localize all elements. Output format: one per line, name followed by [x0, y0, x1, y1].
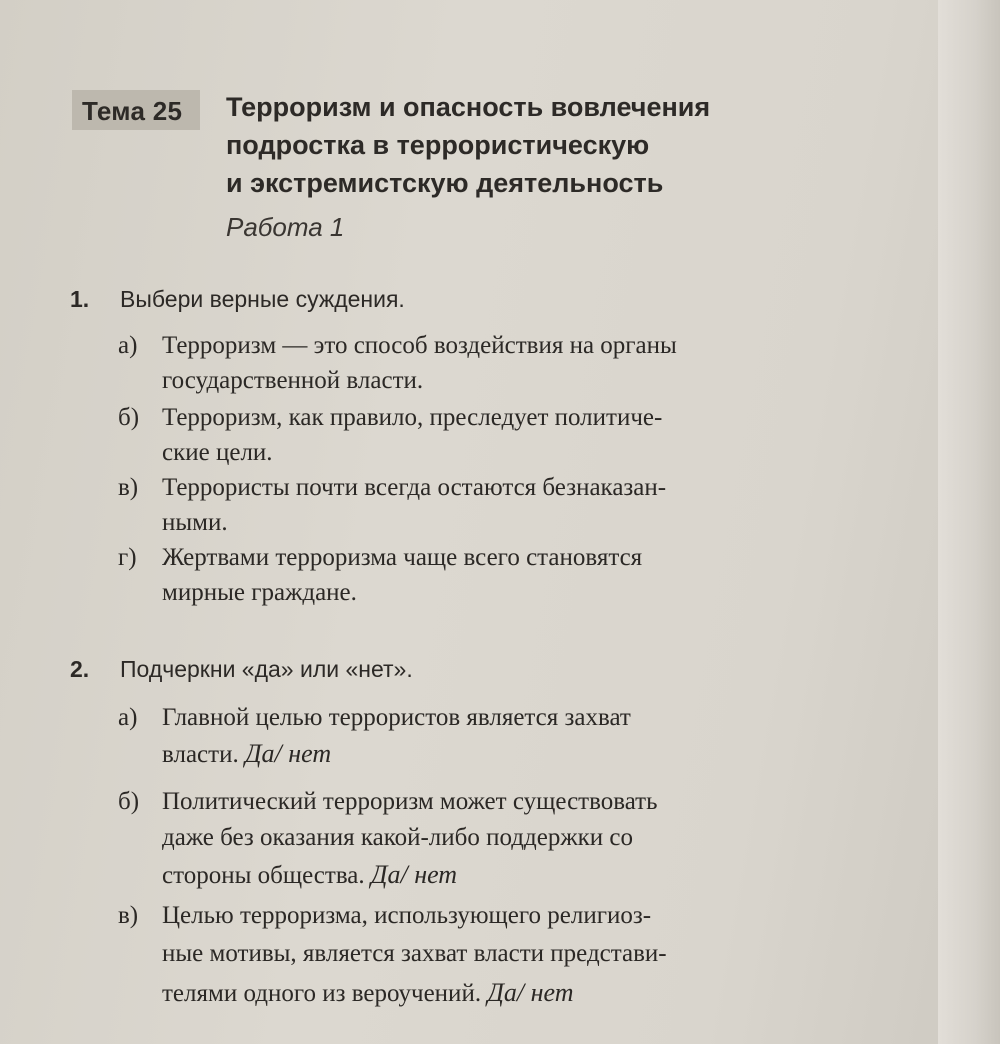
option-marker: а) — [118, 332, 138, 359]
task-2-heading — [70, 656, 413, 683]
statement-text-line — [162, 860, 457, 890]
yes-option[interactable]: Да — [370, 860, 401, 889]
page-edge-shadow — [938, 0, 1000, 1044]
option-text-line: Терроризм, как правило, преследует политиче- — [162, 404, 663, 431]
task-1-heading — [70, 286, 405, 313]
task-1-number: 1. — [70, 286, 90, 312]
option-marker: б) — [118, 404, 140, 431]
choice-separator: / — [516, 978, 525, 1007]
statement-text-line — [162, 978, 573, 1008]
statement-text-line: Целью терроризма, использующего религиоз- — [162, 902, 652, 929]
yes-no-choice[interactable] — [371, 860, 457, 889]
topic-title — [226, 88, 786, 202]
yes-no-choice[interactable] — [487, 978, 573, 1007]
topic-title-line: подростка в террористическую — [226, 130, 650, 160]
yes-option[interactable]: Да — [244, 739, 275, 768]
no-option[interactable]: нет — [288, 739, 332, 768]
option-text-line: ными. — [162, 509, 228, 536]
option-marker: г) — [118, 544, 137, 571]
statement-text-line: даже без оказания какой-либо поддержки со — [162, 824, 633, 851]
topic-title-line: Терроризм и опасность вовлечения — [226, 92, 711, 122]
statement-text: телями одного из вероучений. — [162, 980, 482, 1007]
statement-text-line: ные мотивы, является захват власти представи- — [162, 940, 667, 967]
statement-marker: а) — [118, 704, 138, 731]
statement-marker: в) — [118, 902, 139, 929]
no-option[interactable]: нет — [530, 978, 574, 1007]
option-text-line: Террористы почти всегда остаются безнаказан- — [162, 474, 667, 501]
option-text-line: мирные граждане. — [162, 579, 357, 606]
task-1-instruction: Выбери верные суждения. — [120, 286, 405, 312]
yes-option[interactable]: Да — [487, 978, 517, 1007]
task-2-instruction: Подчеркни «да» или «нет». — [120, 656, 413, 682]
statement-text-line: Главной целью террористов является захват — [162, 704, 631, 731]
statement-text: власти. — [162, 741, 239, 768]
topic-badge: Тема 25 — [72, 90, 200, 130]
yes-no-choice[interactable] — [245, 739, 331, 768]
statement-text: стороны общества. — [162, 862, 365, 889]
option-text-line: государственной власти. — [162, 367, 424, 394]
statement-text-line: Политический терроризм может существовать — [162, 788, 658, 815]
work-label: Работа 1 — [226, 212, 345, 242]
option-text-line: Жертвами терроризма чаще всего становятся — [162, 544, 643, 571]
option-marker: в) — [118, 474, 139, 501]
no-option[interactable]: нет — [414, 860, 458, 889]
option-text-line: Терроризм — это способ воздействия на органы — [162, 332, 677, 359]
statement-text-line — [162, 739, 331, 769]
topic-title-line: и экстремистскую деятельность — [226, 168, 664, 198]
task-2-number: 2. — [70, 656, 90, 682]
choice-separator: / — [274, 739, 282, 768]
statement-marker: б) — [118, 788, 140, 815]
choice-separator: / — [400, 860, 408, 889]
option-text-line: ские цели. — [162, 439, 273, 466]
